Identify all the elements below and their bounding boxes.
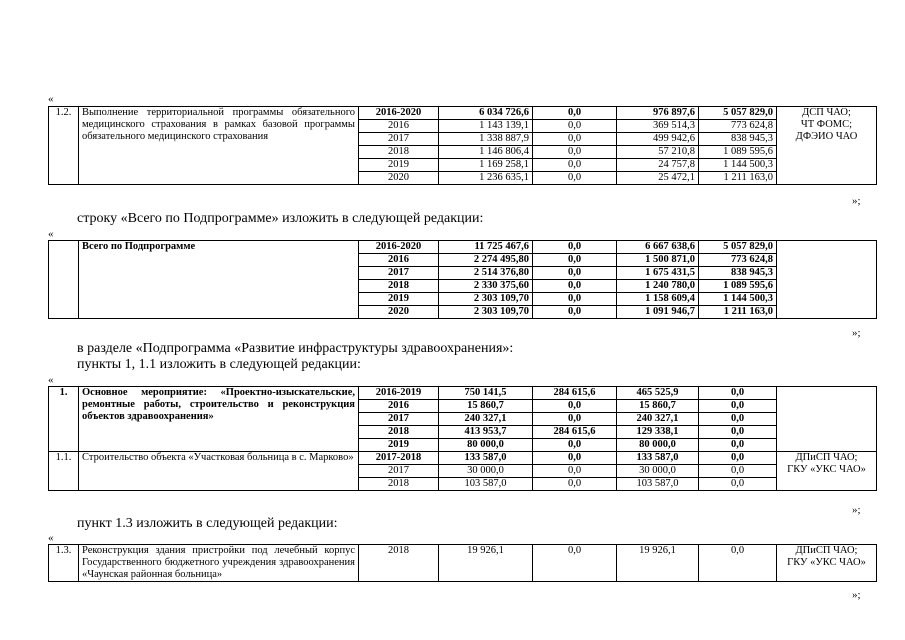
federal-cell: 0,0 xyxy=(533,107,617,120)
table-row xyxy=(49,107,877,120)
period-cell: 2018 xyxy=(359,478,439,491)
executors-cell xyxy=(777,545,877,582)
period-cell: 2016-2020 xyxy=(359,241,439,254)
federal-cell: 0,0 xyxy=(533,452,617,465)
period-cell: 2019 xyxy=(359,439,439,452)
total-cell: 1 169 258,1 xyxy=(439,159,533,172)
period-cell: 2017 xyxy=(359,267,439,280)
item-name: Всего по Подпрограмме xyxy=(79,241,359,319)
other-cell: 5 057 829,0 xyxy=(699,107,777,120)
open-quote: « xyxy=(48,532,54,544)
district-cell: 30 000,0 xyxy=(617,465,699,478)
district-cell: 369 514,3 xyxy=(617,120,699,133)
other-cell: 1 089 595,6 xyxy=(699,146,777,159)
other-cell: 1 089 595,6 xyxy=(699,280,777,293)
close-quote: »; xyxy=(852,504,861,516)
other-cell: 0,0 xyxy=(699,545,777,582)
district-cell: 24 757,8 xyxy=(617,159,699,172)
period-cell: 2016 xyxy=(359,120,439,133)
district-cell: 1 158 609,4 xyxy=(617,293,699,306)
executors-cell xyxy=(777,241,877,319)
other-cell: 0,0 xyxy=(699,413,777,426)
federal-cell: 0,0 xyxy=(533,133,617,146)
other-cell: 0,0 xyxy=(699,465,777,478)
executors-cell xyxy=(777,452,877,491)
item-number: 1.1. xyxy=(49,452,79,491)
period-cell: 2018 xyxy=(359,280,439,293)
federal-cell: 0,0 xyxy=(533,439,617,452)
federal-cell: 284 615,6 xyxy=(533,426,617,439)
other-cell: 5 057 829,0 xyxy=(699,241,777,254)
total-cell: 2 514 376,80 xyxy=(439,267,533,280)
executors-cell xyxy=(777,387,877,452)
table-item-1-2 xyxy=(48,106,877,185)
total-cell: 6 034 726,6 xyxy=(439,107,533,120)
instruction-paragraph: пункты 1, 1.1 изложить в следующей редакции: xyxy=(77,357,361,372)
period-cell: 2016-2019 xyxy=(359,387,439,400)
federal-cell: 0,0 xyxy=(533,280,617,293)
total-cell: 103 587,0 xyxy=(439,478,533,491)
total-cell: 1 146 806,4 xyxy=(439,146,533,159)
other-cell: 838 945,3 xyxy=(699,133,777,146)
table-total xyxy=(48,240,877,319)
federal-cell: 0,0 xyxy=(533,254,617,267)
open-quote: « xyxy=(48,374,54,386)
district-cell: 1 091 946,7 xyxy=(617,306,699,319)
other-cell: 0,0 xyxy=(699,400,777,413)
period-cell: 2017-2018 xyxy=(359,452,439,465)
federal-cell: 0,0 xyxy=(533,159,617,172)
other-cell: 0,0 xyxy=(699,478,777,491)
district-cell: 57 210,8 xyxy=(617,146,699,159)
district-cell: 1 675 431,5 xyxy=(617,267,699,280)
item-number: 1.2. xyxy=(49,107,79,185)
executor-line: ДСП ЧАО; xyxy=(802,107,851,118)
period-cell: 2016-2020 xyxy=(359,107,439,120)
close-quote: »; xyxy=(852,195,861,207)
district-cell: 1 500 871,0 xyxy=(617,254,699,267)
district-cell: 240 327,1 xyxy=(617,413,699,426)
period-cell: 2017 xyxy=(359,133,439,146)
federal-cell: 0,0 xyxy=(533,146,617,159)
total-cell: 15 860,7 xyxy=(439,400,533,413)
total-cell: 2 303 109,70 xyxy=(439,293,533,306)
table-row xyxy=(49,241,877,254)
other-cell: 773 624,8 xyxy=(699,254,777,267)
district-cell: 976 897,6 xyxy=(617,107,699,120)
district-cell: 19 926,1 xyxy=(617,545,699,582)
total-cell: 11 725 467,6 xyxy=(439,241,533,254)
total-cell: 80 000,0 xyxy=(439,439,533,452)
table-row xyxy=(49,452,877,465)
total-cell: 133 587,0 xyxy=(439,452,533,465)
close-quote: »; xyxy=(852,589,861,601)
federal-cell: 0,0 xyxy=(533,267,617,280)
total-cell: 19 926,1 xyxy=(439,545,533,582)
item-name: Основное мероприятие: «Проектно-изыскательские, ремонтные работы, строительство и реконструкция объектов здравоохранения» xyxy=(79,387,359,452)
district-cell: 103 587,0 xyxy=(617,478,699,491)
district-cell: 25 472,1 xyxy=(617,172,699,185)
federal-cell: 0,0 xyxy=(533,241,617,254)
other-cell: 1 144 500,3 xyxy=(699,159,777,172)
executor-line: ГКУ «УКС ЧАО» xyxy=(787,464,866,475)
district-cell: 15 860,7 xyxy=(617,400,699,413)
other-cell: 1 211 163,0 xyxy=(699,172,777,185)
period-cell: 2016 xyxy=(359,400,439,413)
item-name: Реконструкция здания пристройки под лечебный корпус Государственного бюджетного учреждения здравоохранения «Чаунская районная больница» xyxy=(79,545,359,582)
executor-line: ЧТ ФОМС; xyxy=(800,119,853,130)
other-cell: 773 624,8 xyxy=(699,120,777,133)
table-item-1-3 xyxy=(48,544,877,582)
district-cell: 6 667 638,6 xyxy=(617,241,699,254)
period-cell: 2016 xyxy=(359,254,439,267)
period-cell: 2020 xyxy=(359,306,439,319)
district-cell: 465 525,9 xyxy=(617,387,699,400)
executor-line: ДПиСП ЧАО; xyxy=(795,452,858,463)
federal-cell: 0,0 xyxy=(533,120,617,133)
federal-cell: 0,0 xyxy=(533,293,617,306)
federal-cell: 0,0 xyxy=(533,465,617,478)
table-items-1-1-1 xyxy=(48,386,877,491)
federal-cell: 0,0 xyxy=(533,306,617,319)
instruction-paragraph: в разделе «Подпрограмма «Развитие инфраструктуры здравоохранения»: xyxy=(77,341,514,356)
executor-line: ДПиСП ЧАО; xyxy=(795,545,858,556)
instruction-paragraph: пункт 1.3 изложить в следующей редакции: xyxy=(77,516,338,531)
total-cell: 30 000,0 xyxy=(439,465,533,478)
item-number xyxy=(49,241,79,319)
federal-cell: 284 615,6 xyxy=(533,387,617,400)
period-cell: 2018 xyxy=(359,545,439,582)
close-quote: »; xyxy=(852,327,861,339)
period-cell: 2019 xyxy=(359,293,439,306)
executor-line: ГКУ «УКС ЧАО» xyxy=(787,557,866,568)
district-cell: 1 240 780,0 xyxy=(617,280,699,293)
total-cell: 1 143 139,1 xyxy=(439,120,533,133)
total-cell: 750 141,5 xyxy=(439,387,533,400)
total-cell: 413 953,7 xyxy=(439,426,533,439)
other-cell: 1 144 500,3 xyxy=(699,293,777,306)
federal-cell: 0,0 xyxy=(533,172,617,185)
period-cell: 2017 xyxy=(359,465,439,478)
table-row xyxy=(49,387,877,400)
period-cell: 2019 xyxy=(359,159,439,172)
total-cell: 2 274 495,80 xyxy=(439,254,533,267)
table-row xyxy=(49,545,877,582)
total-cell: 1 338 887,9 xyxy=(439,133,533,146)
total-cell: 2 303 109,70 xyxy=(439,306,533,319)
district-cell: 499 942,6 xyxy=(617,133,699,146)
other-cell: 0,0 xyxy=(699,426,777,439)
open-quote: « xyxy=(48,228,54,240)
period-cell: 2018 xyxy=(359,146,439,159)
federal-cell: 0,0 xyxy=(533,413,617,426)
federal-cell: 0,0 xyxy=(533,400,617,413)
federal-cell: 0,0 xyxy=(533,545,617,582)
federal-cell: 0,0 xyxy=(533,478,617,491)
other-cell: 0,0 xyxy=(699,452,777,465)
other-cell: 0,0 xyxy=(699,387,777,400)
other-cell: 0,0 xyxy=(699,439,777,452)
executors-cell xyxy=(777,107,877,185)
district-cell: 80 000,0 xyxy=(617,439,699,452)
period-cell: 2017 xyxy=(359,413,439,426)
instruction-paragraph: строку «Всего по Подпрограмме» изложить в следующей редакции: xyxy=(77,211,484,226)
item-name: Выполнение территориальной программы обязательного медицинского страхования в рамках базовой программы обязательного медицинского страхования xyxy=(79,107,359,185)
total-cell: 2 330 375,60 xyxy=(439,280,533,293)
period-cell: 2020 xyxy=(359,172,439,185)
item-number: 1.3. xyxy=(49,545,79,582)
district-cell: 129 338,1 xyxy=(617,426,699,439)
other-cell: 838 945,3 xyxy=(699,267,777,280)
district-cell: 133 587,0 xyxy=(617,452,699,465)
total-cell: 1 236 635,1 xyxy=(439,172,533,185)
open-quote: « xyxy=(48,93,54,105)
total-cell: 240 327,1 xyxy=(439,413,533,426)
item-number: 1. xyxy=(49,387,79,452)
other-cell: 1 211 163,0 xyxy=(699,306,777,319)
period-cell: 2018 xyxy=(359,426,439,439)
executor-line: ДФЭИО ЧАО xyxy=(795,131,858,142)
item-name: Строительство объекта «Участковая больница в с. Марково» xyxy=(79,452,359,491)
